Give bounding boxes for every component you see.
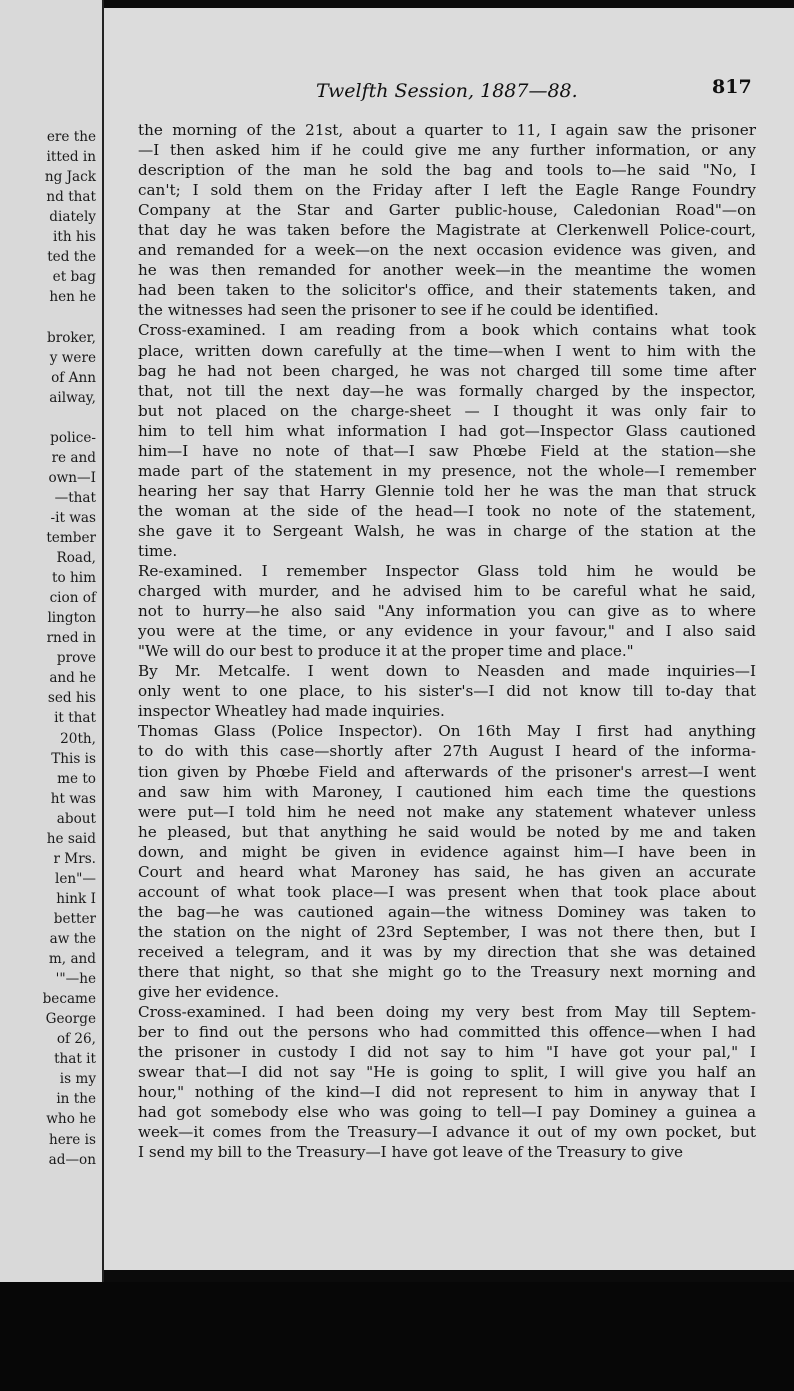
facing-page-line: et bag [52,269,96,286]
text-line: description of the man he sold the bag and tools to—he said "No, I [138,161,756,180]
facing-page-line: police- [50,429,96,446]
facing-page-line: broker, [47,329,96,346]
facing-page-line: 20th, [60,730,96,747]
facing-page-line: '"—he [55,971,96,988]
facing-page-line: ailway, [49,389,96,406]
facing-page-line: ht was [50,790,96,807]
facing-page-line: m, and [48,951,96,968]
facing-page-line: r Mrs. [53,850,96,867]
text-line: hearing her say that Harry Glennie told her he was the man that struck [138,481,756,500]
text-line: Re-examined. I remember Inspector Glass told him he would be [138,562,756,581]
facing-page-line: This is [51,750,96,767]
facing-page-line: George [45,1011,96,1028]
facing-page-line: here is [49,1131,96,1148]
facing-page-line: prove [56,650,96,667]
text-line: —I then asked him if he could give me any further information, or any [138,141,756,160]
facing-page-line: about [56,810,96,827]
facing-page-line: aw the [49,931,96,947]
text-line: can't; I sold them on the Friday after I left the Eagle Range Foundry [138,181,756,200]
facing-page-line: ad—on [48,1151,96,1168]
facing-page-line: of 26, [56,1031,96,1048]
facing-page-line: hen he [49,289,96,306]
text-line: account of what took place—I was present when that took place about [138,882,756,901]
facing-page-line: in the [56,1091,96,1108]
text-line: he pleased, but that anything he said would be noted by me and taken [138,822,756,841]
facing-page-line: len"— [55,870,96,887]
facing-page-line: he said [46,830,96,847]
page-number: 817 [712,76,752,98]
facing-page-line: me to [57,770,96,787]
text-line: the station on the night of 23rd September, I was not there then, but I [138,922,756,941]
text-line: he was then remanded for another week—in the meantime the women [138,261,756,280]
text-line: Court and heard what Maroney has said, he has given an accurate [138,862,756,881]
text-line: week—it comes from the Treasury—I advance it out of my own pocket, but [138,1123,756,1142]
facing-page-line: re and [51,449,96,466]
facing-page-line: ted the [47,249,96,266]
facing-page-line: who he [46,1111,96,1128]
text-line: Cross-examined. I am reading from a book which contains what took [138,321,756,340]
facing-page-line: nd that [46,189,96,206]
text-line: the woman at the side of the head—I took no note of the statement, [138,501,756,520]
facing-page-line: ith his [53,229,96,246]
text-line: "We will do our best to produce it at the proper time and place." [138,642,634,661]
text-line: tion given by Phœbe Field and afterwards of the prisoner's arrest—I went [138,762,756,781]
text-line: inspector Wheatley had made inquiries. [138,702,445,721]
body-text [138,120,756,1162]
text-line: had got somebody else who was going to tell—I pay Dominey a guinea a [138,1103,756,1122]
facing-page-line: —that [54,489,96,506]
text-line: charged with murder, and he advised him to be careful what he said, [138,582,756,601]
facing-page-line: cion of [49,590,96,607]
facing-page-line: became [42,991,96,1008]
facing-page-line: sed his [47,690,96,707]
text-line: only went to one place, to his sister's—I did not know till to-day that [138,682,756,701]
facing-page-line: to him [52,570,96,587]
page-header [104,76,794,108]
text-line: to do with this case—shortly after 27th August I heard of the informa- [138,742,756,761]
scan-margin [0,1282,794,1391]
facing-page-line: it that [54,710,96,727]
text-line: the witnesses had seen the prisoner to see if he could be identified. [138,301,659,320]
text-line: had been taken to the solicitor's office, and their statements taken, and [138,281,756,300]
text-line: him—I have no note of that—I saw Phœbe Field at the station—she [138,441,756,460]
facing-page-line: y were [49,349,96,366]
text-line: the bag—he was cautioned again—the witness Dominey was taken to [138,902,756,921]
text-line: bag he had not been charged, he was not charged till some time after [138,361,756,380]
facing-page-line: ere the [46,129,96,145]
text-line: give her evidence. [138,983,280,1002]
text-line: there that night, so that she might go to the Treasury next morning and [138,962,756,981]
text-line: the morning of the 21st, about a quarter to 11, I again saw the prisoner [138,121,756,139]
facing-page-line: own—I [48,469,96,486]
text-line: made part of the statement in my presence, not the whole—I remember [138,461,756,480]
text-line: ber to find out the persons who had committed this offence—when I had [138,1023,756,1042]
text-line: and remanded for a week—on the next occasion evidence was given, and [138,241,756,260]
text-line: but not placed on the charge-sheet — I thought it was only fair to [138,401,756,420]
facing-page-fragment [0,0,104,1282]
text-line: received a telegram, and it was by my direction that she was detained [138,942,756,961]
facing-page-line: itted in [46,149,96,166]
document-page [104,8,794,1270]
text-line: time. [138,541,178,560]
facing-page-line: and he [49,670,96,687]
text-line: I send my bill to the Treasury—I have got leave of the Treasury to give [138,1143,684,1162]
facing-page-line: that it [54,1051,96,1068]
facing-page-line: hink I [56,890,96,907]
facing-page-line: ng Jack [44,169,96,186]
text-line: By Mr. Metcalfe. I went down to Neasden and made inquiries—I [138,662,756,681]
facing-page-line: lington [47,610,96,627]
text-line: were put—I told him he need not make any statement whatever unless [138,802,756,821]
text-line: that, not till the next day—he was formally charged by the inspector, [138,381,756,400]
text-line: that day he was taken before the Magistrate at Clerkenwell Police-court, [138,221,756,240]
text-line: place, written down carefully at the time—when I went to him with the [138,341,756,360]
running-title: Twelfth Session, 1887—88. [316,80,578,102]
text-line: Company at the Star and Garter public-house, Caledonian Road"—on [138,201,756,220]
text-line: you were at the time, or any evidence in your favour," and I also said [138,622,756,641]
text-line: and saw him with Maroney, I cautioned him each time the questions [138,782,756,801]
facing-page-line: of Ann [51,369,96,386]
text-line: Cross-examined. I had been doing my very best from May till Septem- [138,1003,756,1022]
text-line: not to hurry—he also said "Any information you can give as to where [138,602,756,621]
facing-page-line: is my [59,1071,96,1088]
facing-page-line: Road, [56,550,96,567]
text-line: down, and might be given in evidence against him—I have been in [138,842,756,861]
facing-page-line: rned in [46,630,96,647]
text-line: the prisoner in custody I did not say to him "I have got your pal," I [138,1043,756,1062]
text-line: hour," nothing of the kind—I did not represent to him in anyway that I [138,1083,756,1102]
text-line: him to tell him what information I had got—Inspector Glass cautioned [138,421,756,440]
text-line: swear that—I did not say "He is going to split, I will give you half an [138,1063,756,1082]
facing-page-line: better [53,910,96,927]
facing-page-line: -it was [50,509,96,526]
facing-page-line: tember [46,530,96,546]
text-line: Thomas Glass (Police Inspector). On 16th May I first had anything [138,722,756,741]
text-line: she gave it to Sergeant Walsh, he was in charge of the station at the [138,521,756,540]
facing-page-line: diately [49,209,96,226]
